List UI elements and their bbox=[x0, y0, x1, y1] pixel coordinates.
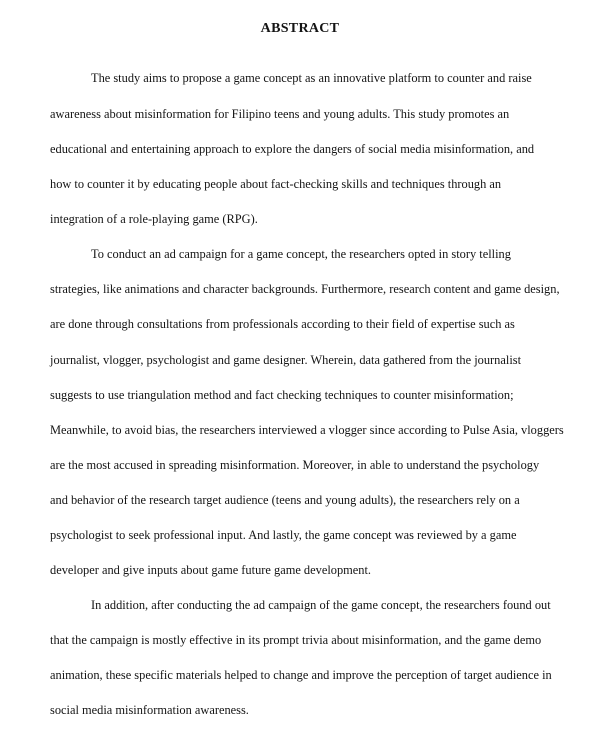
text-line: To conduct an ad campaign for a game concept, the researchers opted in story telling bbox=[91, 247, 511, 261]
text-line: developer and give inputs about game future game development. bbox=[50, 563, 372, 577]
text-line: strategies, like animations and character backgrounds. Furthermore, research content and game design, bbox=[50, 282, 560, 296]
text-line: The study aims to propose a game concept as an innovative platform to counter and raise bbox=[91, 71, 532, 85]
text-line: are done through consultations from professionals according to their field of expertise such as bbox=[50, 317, 515, 331]
text-line: and behavior of the research target audience (teens and young adults), the researchers rely on a bbox=[50, 493, 520, 507]
abstract-heading: ABSTRACT bbox=[260, 21, 340, 36]
text-line: how to counter it by educating people about fact-checking skills and techniques through an bbox=[50, 177, 502, 191]
text-line: that the campaign is mostly effective in its prompt trivia about misinformation, and the game demo bbox=[50, 633, 542, 647]
text-line: Meanwhile, to avoid bias, the researchers interviewed a vlogger since according to Pulse Asia, vloggers bbox=[50, 423, 564, 437]
text-line: psychologist to seek professional input. And lastly, the game concept was reviewed by a game bbox=[50, 528, 517, 542]
text-line: animation, these specific materials helped to change and improve the perception of target audience in bbox=[50, 668, 552, 682]
text-line: awareness about misinformation for Filipino teens and young adults. This study promotes an bbox=[50, 107, 510, 121]
text-line: are the most accused in spreading misinformation. Moreover, in able to understand the psychology bbox=[50, 458, 540, 472]
text-line: social media misinformation awareness. bbox=[50, 703, 249, 717]
text-line: suggests to use triangulation method and fact checking techniques to counter misinformation; bbox=[50, 388, 514, 402]
text-line: In addition, after conducting the ad campaign of the game concept, the researchers found out bbox=[91, 598, 551, 612]
text-line: integration of a role-playing game (RPG). bbox=[50, 212, 258, 226]
text-line: journalist, vlogger, psychologist and game designer. Wherein, data gathered from the journalist bbox=[50, 353, 522, 367]
text-line: educational and entertaining approach to explore the dangers of social media misinformation, and bbox=[50, 142, 535, 156]
